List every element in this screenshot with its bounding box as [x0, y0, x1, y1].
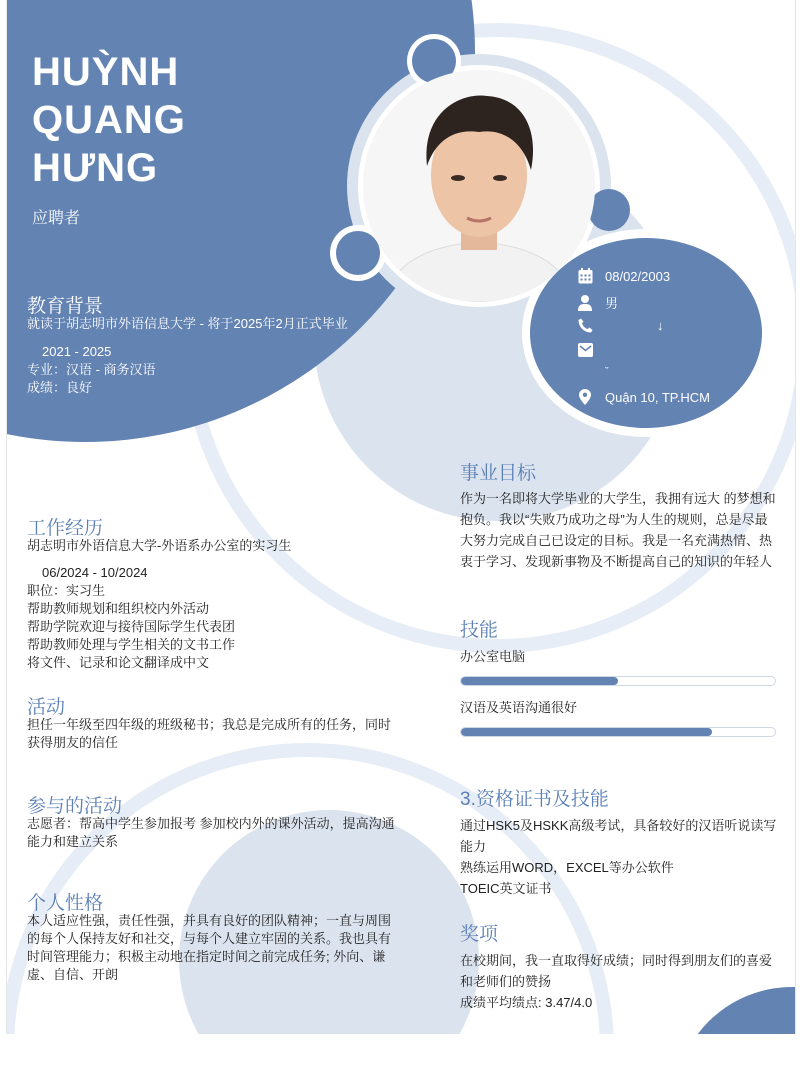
duty-item: 帮助教师规划和组织校内外活动 — [27, 601, 210, 616]
skill-bar-fill-1 — [461, 677, 618, 685]
skills-title: 技能 — [460, 620, 499, 641]
skill-bar-2 — [460, 727, 776, 737]
skill-label-1: 办公室电脑 — [460, 649, 526, 664]
education-school: 就读于胡志明市外语信息大学 - 将于2025年2月正式毕业 — [27, 316, 348, 331]
education-major: 专业：汉语 - 商务汉语 — [27, 362, 156, 377]
contact-email — [577, 342, 605, 358]
gender-value: 男 — [605, 296, 619, 311]
pin-icon — [577, 389, 593, 405]
resume-page — [6, 0, 796, 1034]
applicant-name — [32, 48, 186, 192]
address-value: Quận 10, TP.HCM — [605, 389, 711, 405]
career-goal-text: 作为一名即将大学毕业的大学生，我拥有远大 的梦想和抱负。我以“失败乃成功之母”为人生的规则，总是尽最大努力完成自己已设定的目标。我是一名充满热情、热衷于学习、发现新事物及不断提高自己的知识的年轻人 — [460, 491, 776, 569]
career-goal-title: 事业目标 — [460, 463, 537, 484]
name-line-3: HƯNG — [32, 146, 159, 190]
contact-phone — [577, 317, 664, 333]
award-item: 在校期间，我一直取得好成绩；同时得到朋友们的喜爱和老师们的赞扬 — [460, 953, 773, 989]
work-position: 职位：实习生 — [27, 583, 106, 598]
work-duties — [27, 600, 235, 672]
calendar-icon — [577, 268, 593, 284]
phone-value: ↓ — [657, 317, 664, 333]
personality-title: 个人性格 — [27, 893, 104, 914]
work-title: 工作经历 — [27, 518, 104, 539]
applicant-role: 应聘者 — [32, 210, 81, 227]
participated-text: 志愿者：帮高中学生参加报考 参加校内外的课外活动，提高沟通能力和建立关系 — [27, 816, 395, 849]
portrait-icon — [363, 70, 595, 302]
awards-list — [460, 950, 778, 1013]
skill-label-2: 汉语及英语沟通很好 — [460, 700, 578, 715]
education-grade: 成绩：良好 — [27, 380, 93, 395]
duty-item: 将文件、记录和论文翻译成中文 — [27, 655, 210, 670]
certificates-list — [460, 815, 778, 899]
email-overflow: ˇ — [605, 366, 609, 378]
user-icon — [577, 295, 593, 311]
skill-bar-fill-2 — [461, 728, 712, 736]
name-line-1: HUỲNH — [32, 50, 180, 94]
duty-item: 帮助学院欢迎与接待国际学生代表团 — [27, 619, 236, 634]
certificates-title: 3.资格证书及技能 — [460, 789, 609, 810]
education-period: 2021 - 2025 — [42, 344, 112, 359]
profile-photo — [363, 70, 595, 302]
contact-gender — [577, 293, 618, 312]
contact-birthday — [577, 268, 670, 284]
work-company: 胡志明市外语信息大学-外语系办公室的实习生 — [27, 538, 292, 553]
name-line-2: QUANG — [32, 98, 186, 142]
awards-title: 奖项 — [460, 924, 499, 945]
activities-title: 活动 — [27, 697, 66, 718]
certificate-item: 熟练运用WORD，EXCEL等办公软件 — [460, 860, 674, 875]
education-title: 教育背景 — [27, 296, 104, 317]
skill-bar-1 — [460, 676, 776, 686]
certificate-item: TOEIC英文证书 — [460, 881, 552, 896]
duty-item: 帮助教师处理与学生相关的文书工作 — [27, 637, 236, 652]
participated-title: 参与的活动 — [27, 796, 123, 817]
work-period: 06/2024 - 10/2024 — [42, 565, 148, 580]
certificate-item: 通过HSK5及HSKK高级考试，具备较好的汉语听说读写能力 — [460, 818, 777, 854]
award-item: 成绩平均绩点: 3.47/4.0 — [460, 995, 593, 1010]
contact-address — [577, 389, 710, 405]
birthday-value: 08/02/2003 — [605, 268, 671, 284]
activities-text: 担任一年级至四年级的班级秘书；我总是完成所有的任务，同时获得朋友的信任 — [27, 717, 392, 750]
personality-text: 本人适应性强，责任性强，并具有良好的团队精神；一直与周围的每个人保持友好和社交，与每个人建立牢固的关系。我也具有时间管理能力；积极主动地在指定时间之前完成任务; 外向、谦虚、自信、开朗 — [27, 913, 392, 982]
mail-icon — [577, 342, 593, 358]
phone-icon — [577, 317, 593, 333]
